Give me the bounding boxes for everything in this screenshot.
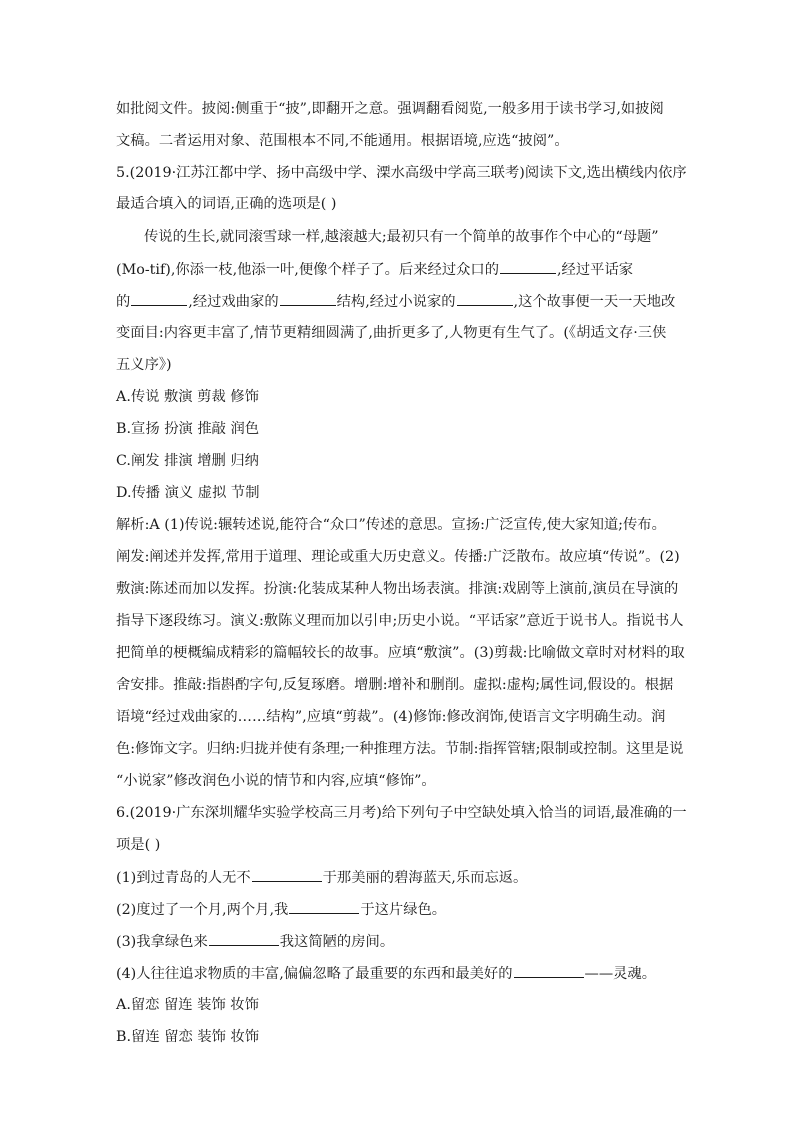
passage-line: 变面目:内容更丰富了,情节更精细圆满了,曲折更多了,人物更有生气了。(《胡适文存·三侠 <box>116 325 667 341</box>
explanation-line: “小说家”修改润色小说的情节和内容,应填“修饰”。 <box>116 773 436 789</box>
text-line: 文稿。二者运用对象、范围根本不同,不能通用。根据语境,应选“披阅”。 <box>116 133 569 149</box>
fill-blank <box>457 291 513 306</box>
explanation-line: 解析:A (1)传说:辗转述说,能符合“众口”传述的意思。宣扬:广泛宣传,使大家知道;传布。 <box>116 517 666 533</box>
question-6-stem: 6.(2019·广东深圳耀华实验学校高三月考)给下列句子中空缺处填入恰当的词语,最准确的一 <box>116 805 687 821</box>
sentence-3: (3)我拿绿色来 我这简陋的房间。 <box>116 931 394 952</box>
fill-blank <box>131 291 187 306</box>
fill-blank <box>209 931 279 946</box>
sentence-2: (2)度过了一个月,两个月,我 于这片绿色。 <box>116 899 446 920</box>
passage-line: (Mo-tif),你添一枝,他添一叶,便像个样子了。后来经过众口的 ,经过平话家 <box>116 259 633 280</box>
option-a: A.传说 敷演 剪裁 修饰 <box>116 389 259 405</box>
fill-blank <box>500 259 556 274</box>
option-b: B.宣扬 扮演 推敲 润色 <box>116 421 260 437</box>
explanation-line: 把简单的梗概编成精彩的篇幅较长的故事。应填“敷演”。(3)剪裁:比喻做文章时对材料的取 <box>116 645 685 661</box>
fill-blank <box>514 963 584 978</box>
fill-blank <box>289 899 359 914</box>
explanation-line: 敷演:陈述而加以发挥。扮演:化装成某种人物出场表演。排演:戏剧等上演前,演员在导演的 <box>116 581 679 597</box>
text-line: 如批阅文件。披阅:侧重于“披”,即翻开之意。强调翻看阅览,一般多用于读书学习,如披阅 <box>116 101 664 117</box>
option-c: C.阐发 排演 增删 归纳 <box>116 453 259 469</box>
option-d: D.传播 演义 虚拟 节制 <box>116 485 260 501</box>
question-6-stem: 项是( ) <box>116 837 161 853</box>
question-5-stem: 最适合填入的词语,正确的选项是( ) <box>116 196 337 212</box>
explanation-line: 色:修饰文字。归纳:归拢并使有条理;一种推理方法。节制:指挥管辖;限制或控制。这里是说 <box>116 741 684 757</box>
option-b: B.留连 留恋 装饰 妆饰 <box>116 1029 260 1045</box>
explanation-line: 语境“经过戏曲家的……结构”,应填“剪裁”。(4)修饰:修改润饰,使语言文字明确生动。润 <box>116 709 666 725</box>
question-5-stem: 5.(2019·江苏江都中学、扬中高级中学、溧水高级中学高三联考)阅读下文,选出横线内依序 <box>116 165 687 181</box>
explanation-line: 舍安排。推敲:指斟酌字句,反复琢磨。增删:增补和删削。虚拟:虚构;属性词,假设的。根据 <box>116 677 674 693</box>
sentence-4: (4)人往往追求物质的丰富,偏偏忽略了最重要的东西和最美好的 ——灵魂。 <box>116 963 656 984</box>
explanation-line: 阐发:阐述并发挥,常用于道理、理论或重大历史意义。传播:广泛散布。故应填“传说”。(2) <box>116 549 680 565</box>
fill-blank <box>280 291 336 306</box>
passage-line: 五义序》) <box>116 357 172 373</box>
explanation-line: 指导下逐段练习。演义:敷陈义理而加以引申;历史小说。“平话家”意近于说书人。指说书人 <box>116 613 684 629</box>
passage-line: 传说的生长,就同滚雪球一样,越滚越大;最初只有一个简单的故事作个中心的“母题” <box>144 229 659 245</box>
passage-line: 的 ,经过戏曲家的 结构,经过小说家的 ,这个故事便一天一天地改 <box>116 291 675 312</box>
sentence-1: (1)到过青岛的人无不 于那美丽的碧海蓝天,乐而忘返。 <box>116 867 527 888</box>
option-a: A.留恋 留连 装饰 妆饰 <box>116 997 259 1013</box>
fill-blank <box>252 867 322 882</box>
